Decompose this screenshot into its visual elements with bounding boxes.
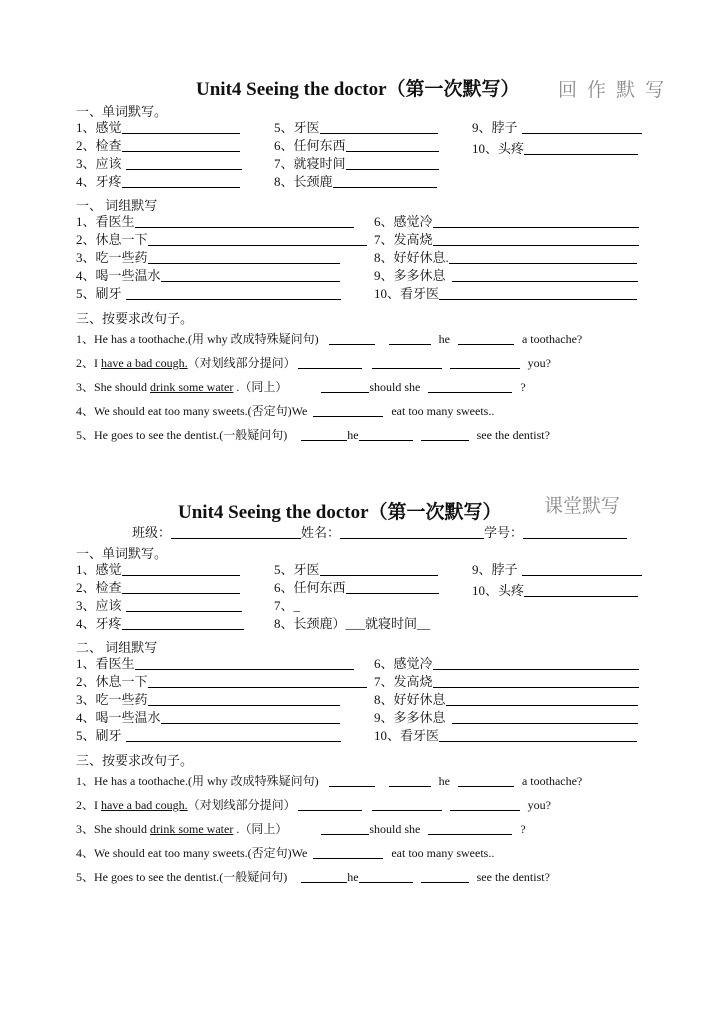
sentence-item: 5、He goes to see the dentist.(一般疑问句) he see the dentist? xyxy=(76,870,550,884)
answer-blank[interactable] xyxy=(458,332,514,345)
sentence-item: 2、I have a bad cough.（对划线部分提问） you? xyxy=(76,356,551,370)
answer-blank[interactable] xyxy=(389,332,431,345)
answer-blank[interactable] xyxy=(372,356,442,369)
answer-blank[interactable] xyxy=(122,120,240,134)
student-id-label: 学号： xyxy=(484,525,524,540)
section-heading-sentences: 三、按要求改句子。 xyxy=(76,311,194,326)
word-item: 8、长颈鹿 xyxy=(274,173,437,191)
phrase-item: 3、吃一些药 xyxy=(76,249,340,267)
answer-blank[interactable] xyxy=(433,232,639,246)
answer-blank[interactable] xyxy=(148,232,367,246)
name-label: 姓名： xyxy=(301,525,341,540)
word-item: 5、牙医 xyxy=(274,119,438,137)
phrase-item: 5、刷牙 xyxy=(76,727,341,745)
answer-blank[interactable] xyxy=(148,692,340,706)
phrase-item: 10、看牙医 xyxy=(374,727,637,745)
answer-blank[interactable] xyxy=(301,428,347,441)
answer-blank[interactable] xyxy=(433,674,639,688)
word-item: 9、脖子 xyxy=(472,561,642,579)
answer-blank[interactable] xyxy=(161,268,340,282)
answer-blank[interactable] xyxy=(313,846,383,859)
class-label: 班级： xyxy=(132,525,172,540)
answer-blank[interactable] xyxy=(298,356,362,369)
sentence-item: 3、She should drink some water .（同上） should she ? xyxy=(76,822,526,836)
answer-blank[interactable] xyxy=(122,616,244,630)
sentence-item: 5、He goes to see the dentist.(一般疑问句) he see the dentist? xyxy=(76,428,550,442)
answer-blank[interactable] xyxy=(346,156,439,170)
student-info-row xyxy=(132,522,627,541)
answer-blank[interactable] xyxy=(148,674,367,688)
answer-blank[interactable] xyxy=(346,580,439,594)
answer-blank[interactable] xyxy=(346,138,439,152)
sentence-item: 4、We should eat too many sweets.(否定句)We eat too many sweets.. xyxy=(76,846,495,860)
section-heading-phrases: 二、 词组默写 xyxy=(76,640,158,655)
word-item: 2、检查 xyxy=(76,579,240,597)
phrase-item: 3、吃一些药 xyxy=(76,691,340,709)
section-heading-words: 一、单词默写。 xyxy=(76,104,168,119)
answer-blank[interactable] xyxy=(446,692,638,706)
answer-blank[interactable] xyxy=(298,798,362,811)
word-item: 2、检查 xyxy=(76,137,240,155)
answer-blank[interactable] xyxy=(301,870,347,883)
answer-blank[interactable] xyxy=(439,286,637,300)
section-heading-sentences: 三、按要求改句子。 xyxy=(76,753,194,768)
phrase-item: 1、看医生 xyxy=(76,213,354,231)
sentence-item: 1、He has a toothache.(用 why 改成特殊疑问句) he a toothache? xyxy=(76,332,583,346)
answer-blank[interactable] xyxy=(320,562,438,576)
phrase-item: 8、好好休息. xyxy=(374,249,637,267)
sentence-item: 2、I have a bad cough.（对划线部分提问） you? xyxy=(76,798,551,812)
answer-blank[interactable] xyxy=(359,870,413,883)
answer-blank[interactable] xyxy=(433,656,639,670)
word-item: 7、就寝时间 xyxy=(274,155,439,173)
phrase-item: 8、好好休息 xyxy=(374,691,638,709)
answer-blank[interactable] xyxy=(421,870,469,883)
word-item: 7、_ xyxy=(274,598,301,613)
sentence-item: 3、She should drink some water .（同上） should she ? xyxy=(76,380,526,394)
phrase-item: 5、刷牙 xyxy=(76,285,341,303)
answer-blank[interactable] xyxy=(148,250,340,264)
sentence-item: 1、He has a toothache.(用 why 改成特殊疑问句) he a toothache? xyxy=(76,774,583,788)
section-heading-words: 一、单词默写。 xyxy=(76,546,168,561)
section-heading-phrases: 一、 词组默写 xyxy=(76,198,158,213)
answer-blank[interactable] xyxy=(452,710,638,724)
word-item: 1、感觉 xyxy=(76,561,240,579)
answer-blank[interactable] xyxy=(126,598,242,612)
answer-blank[interactable] xyxy=(450,798,520,811)
word-item: 9、脖子 xyxy=(472,119,642,137)
word-item: 1、感觉 xyxy=(76,119,240,137)
answer-blank[interactable] xyxy=(458,774,514,787)
name-field[interactable] xyxy=(340,525,484,539)
answer-blank[interactable] xyxy=(122,174,240,188)
answer-blank[interactable] xyxy=(135,214,354,228)
phrase-item: 4、喝一些温水 xyxy=(76,267,340,285)
answer-blank[interactable] xyxy=(522,562,642,576)
answer-blank[interactable] xyxy=(126,286,341,300)
answer-blank[interactable] xyxy=(320,120,438,134)
class-field[interactable] xyxy=(171,525,301,539)
word-item: 8、长颈鹿）___就寝时间__ xyxy=(274,616,431,631)
answer-blank[interactable] xyxy=(524,141,638,155)
classroom-stamp: 课堂默写 xyxy=(544,495,621,517)
worksheet-title: Unit4 Seeing the doctor（第一次默写） xyxy=(196,79,520,100)
answer-blank[interactable] xyxy=(439,728,637,742)
word-item: 4、牙疼 xyxy=(76,173,240,191)
answer-blank[interactable] xyxy=(126,156,242,170)
worksheet-title: Unit4 Seeing the doctor（第一次默写） xyxy=(178,502,502,523)
word-item: 10、头疼 xyxy=(472,140,638,158)
answer-blank[interactable] xyxy=(449,250,637,264)
answer-blank[interactable] xyxy=(372,798,442,811)
word-item: 6、任何东西 xyxy=(274,137,439,155)
answer-blank[interactable] xyxy=(522,120,642,134)
phrase-item: 7、发高烧 xyxy=(374,673,639,691)
answer-blank[interactable] xyxy=(428,380,512,393)
answer-blank[interactable] xyxy=(389,774,431,787)
phrase-item: 2、休息一下 xyxy=(76,673,367,691)
word-item: 4、牙疼 xyxy=(76,615,244,633)
word-item: 10、头疼 xyxy=(472,582,638,600)
word-item: 3、应该 xyxy=(76,597,242,615)
word-item: 5、牙医 xyxy=(274,561,438,579)
phrase-item: 9、多多休息 xyxy=(374,709,638,727)
answer-blank[interactable] xyxy=(333,174,437,188)
answer-blank[interactable] xyxy=(329,774,375,787)
answer-blank[interactable] xyxy=(122,562,240,576)
answer-blank[interactable] xyxy=(452,268,638,282)
answer-blank[interactable] xyxy=(122,580,240,594)
phrase-item: 6、感觉冷 xyxy=(374,213,639,231)
answer-blank[interactable] xyxy=(321,822,369,835)
answer-blank[interactable] xyxy=(450,356,520,369)
answer-blank[interactable] xyxy=(421,428,469,441)
answer-blank[interactable] xyxy=(524,583,638,597)
phrase-item: 1、看医生 xyxy=(76,655,354,673)
answer-blank[interactable] xyxy=(161,710,340,724)
phrase-item: 6、感觉冷 xyxy=(374,655,639,673)
answer-blank[interactable] xyxy=(428,822,512,835)
answer-blank[interactable] xyxy=(329,332,375,345)
word-item: 6、任何东西 xyxy=(274,579,439,597)
homework-stamp: 回 作 默 写 xyxy=(558,79,667,101)
phrase-item: 4、喝一些温水 xyxy=(76,709,340,727)
answer-blank[interactable] xyxy=(126,728,341,742)
student-id-field[interactable] xyxy=(523,525,627,539)
answer-blank[interactable] xyxy=(433,214,639,228)
answer-blank[interactable] xyxy=(122,138,240,152)
phrase-item: 2、休息一下 xyxy=(76,231,367,249)
phrase-item: 9、多多休息 xyxy=(374,267,638,285)
word-item: 3、应该 xyxy=(76,155,242,173)
answer-blank[interactable] xyxy=(135,656,354,670)
answer-blank[interactable] xyxy=(321,380,369,393)
phrase-item: 7、发高烧 xyxy=(374,231,639,249)
answer-blank[interactable] xyxy=(359,428,413,441)
sentence-item: 4、We should eat too many sweets.(否定句)We eat too many sweets.. xyxy=(76,404,495,418)
phrase-item: 10、看牙医 xyxy=(374,285,637,303)
answer-blank[interactable] xyxy=(313,404,383,417)
